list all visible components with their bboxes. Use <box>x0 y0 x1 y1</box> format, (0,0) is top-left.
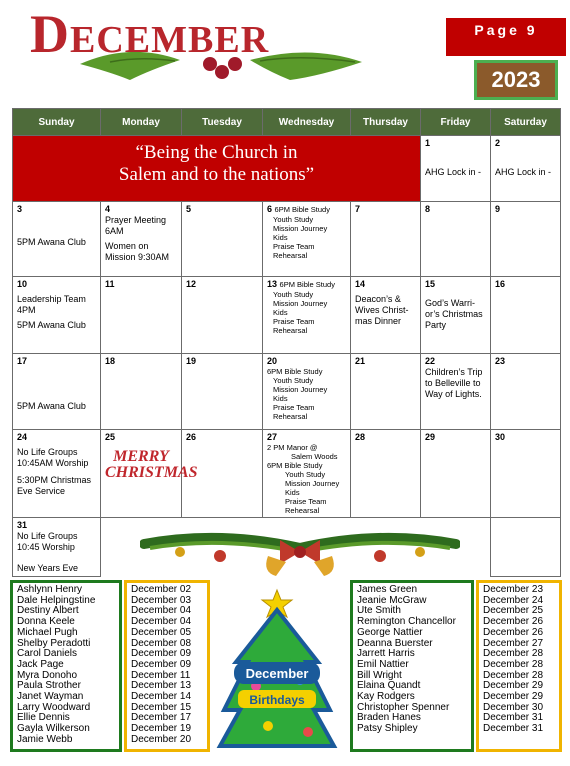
event-text: 6PM Bible Study <box>267 367 323 376</box>
weekday-header: Monday <box>101 109 182 136</box>
day-cell <box>491 136 561 202</box>
event-text: Kids <box>285 488 300 497</box>
event-text: 5PM Awana Club <box>17 320 86 330</box>
event-text: 5:30PM Christmas <box>17 475 92 485</box>
day-cell <box>491 277 561 354</box>
birthday-names-right <box>350 580 474 752</box>
day-cell <box>182 202 263 277</box>
day-number: 22 <box>425 356 436 366</box>
day-number: 25 <box>105 432 116 442</box>
event-text: Youth Study <box>273 215 314 224</box>
event-text: AHG Lock in - <box>495 167 552 177</box>
birthday-name: Dale Helpingstine <box>17 594 96 606</box>
birthday-date: December 09 <box>131 658 192 670</box>
event-text: mas Dinner <box>355 316 402 326</box>
day-number: 4 <box>105 204 111 214</box>
birthday-date: December 29 <box>483 680 544 692</box>
day-number: 14 <box>355 279 366 289</box>
event-text: Mission Journey <box>273 224 328 233</box>
weekday-header: Saturday <box>491 109 561 136</box>
day-number: 29 <box>425 432 436 442</box>
day-number: 26 <box>186 432 197 442</box>
event-text: Way of Lights. <box>425 389 482 399</box>
event-text: Salem Woods <box>291 452 338 461</box>
birthday-name: Jack Page <box>17 658 64 670</box>
day-cell <box>491 430 561 518</box>
birthday-name: Shelby Peradotti <box>17 637 91 649</box>
merry-christmas-graphic: MERRY CHRISTMAS <box>105 448 198 481</box>
event-text: Kids <box>273 308 288 317</box>
day-cell <box>13 277 101 354</box>
event-text: Leadership Team <box>17 294 86 304</box>
calendar-grid <box>12 108 561 577</box>
birthday-name: Destiny Albert <box>17 605 79 617</box>
birthday-name: Braden Hanes <box>357 712 421 724</box>
birthday-date: December 26 <box>483 626 544 638</box>
birthday-date: December 04 <box>131 616 192 628</box>
day-number: 28 <box>355 432 366 442</box>
day-cell <box>263 277 351 354</box>
birthday-dates-left <box>124 580 210 752</box>
event-text: God’s Warri- <box>425 298 476 308</box>
banner-cell <box>13 136 421 202</box>
birthday-name: George Nattier <box>357 626 423 638</box>
birthday-date: December 11 <box>131 669 191 681</box>
birthday-name: Jamie Webb <box>17 733 73 745</box>
day-cell <box>263 430 351 518</box>
birthday-date: December 24 <box>483 594 544 606</box>
event-text: Mission Journey <box>273 299 328 308</box>
day-cell <box>421 202 491 277</box>
day-cell <box>13 202 101 277</box>
birthday-name: Ellie Dennis <box>17 712 70 724</box>
birthday-date: December 31 <box>483 723 544 735</box>
birthday-date: December 17 <box>131 712 192 724</box>
event-text: Mission Journey <box>273 385 328 394</box>
day-cell <box>13 354 101 430</box>
event-text: 4PM <box>17 305 36 315</box>
empty-cell <box>491 518 561 577</box>
birthday-date: December 28 <box>483 658 544 670</box>
birthday-name: Michael Pugh <box>17 626 78 638</box>
birthday-name: Myra Donoho <box>17 669 78 681</box>
day-number: 23 <box>495 356 506 366</box>
birthday-date: December 13 <box>131 680 192 692</box>
day-cell <box>351 354 421 430</box>
event-text: Kids <box>273 233 288 242</box>
event-text: New Years Eve <box>17 563 79 573</box>
birthday-name: Jeanie McGraw <box>357 594 427 606</box>
birthday-tree-badge <box>216 586 338 756</box>
christmas-garland-decoration <box>140 522 460 580</box>
event-text: to Belleville to <box>425 378 481 388</box>
event-text: Mission 9:30AM <box>105 252 170 262</box>
day-number: 9 <box>495 204 501 214</box>
birthday-name: Patsy Shipley <box>357 723 418 735</box>
birthday-date: December 09 <box>131 648 192 660</box>
event-text: Rehearsal <box>273 412 308 421</box>
birthday-name: Ute Smith <box>357 605 401 617</box>
birthday-name: Christopher Spenner <box>357 701 450 713</box>
event-text: Eve Service <box>17 486 66 496</box>
day-cell <box>491 202 561 277</box>
day-cell <box>421 354 491 430</box>
day-number: 12 <box>186 279 197 289</box>
day-cell <box>182 277 263 354</box>
event-text: Women on <box>105 241 149 251</box>
day-number: 8 <box>425 204 431 214</box>
birthday-date: December 14 <box>131 691 192 703</box>
badge-line-birthdays: Birthdays <box>249 693 305 707</box>
day-cell <box>421 136 491 202</box>
birthday-names-left <box>10 580 122 752</box>
birthday-date: December 28 <box>483 648 544 660</box>
day-number: 31 <box>17 520 28 530</box>
day-number: 5 <box>186 204 192 214</box>
birthday-name: Gayla Wilkerson <box>17 723 90 735</box>
event-text: Deacon’s & <box>355 294 401 304</box>
weekday-header: Friday <box>421 109 491 136</box>
day-number: 20 <box>267 356 278 366</box>
birthday-date: December 23 <box>483 584 544 595</box>
day-cell <box>263 354 351 430</box>
week-row <box>13 277 561 354</box>
day-number: 24 <box>17 432 28 442</box>
birthday-name: Paula Strother <box>17 680 81 692</box>
day-cell <box>421 430 491 518</box>
day-cell <box>13 430 101 518</box>
day-number: 6 <box>267 204 273 214</box>
event-text: 6PM Bible Study <box>267 461 323 470</box>
day-cell <box>351 430 421 518</box>
birthday-date: December 08 <box>131 637 192 649</box>
day-number: 10 <box>17 279 28 289</box>
day-number: 15 <box>425 279 436 289</box>
day-cell <box>182 430 263 518</box>
birthday-date: December 31 <box>483 712 544 724</box>
event-text: or’s Christmas <box>425 309 483 319</box>
birthday-name: Emil Nattier <box>357 658 409 670</box>
birthday-date: December 15 <box>131 701 192 713</box>
day-number: 3 <box>17 204 23 214</box>
birthday-date: December 26 <box>483 616 544 628</box>
day-number: 19 <box>186 356 197 366</box>
day-number: 18 <box>105 356 116 366</box>
day-number: 7 <box>355 204 361 214</box>
event-text: No Life Groups <box>17 531 78 541</box>
event-text: Youth Study <box>273 290 314 299</box>
day-number: 1 <box>425 138 431 148</box>
birthday-date: December 27 <box>483 637 544 649</box>
day-cell <box>182 354 263 430</box>
event-text: 10:45AM Worship <box>17 458 89 468</box>
event-text: No Life Groups <box>17 447 78 457</box>
weekday-header: Wednesday <box>263 109 351 136</box>
birthday-name: Ashlynn Henry <box>17 584 83 595</box>
birthday-date: December 02 <box>131 584 192 595</box>
week-row <box>13 430 561 518</box>
year-badge: 2023 <box>474 60 558 100</box>
birthday-date: December 29 <box>483 691 544 703</box>
event-text: Wives Christ- <box>355 305 409 315</box>
week-row <box>13 354 561 430</box>
day-cell <box>13 518 101 577</box>
weekday-header-row <box>13 109 561 136</box>
weekday-header: Sunday <box>13 109 101 136</box>
birthday-name: Remington Chancellor <box>357 616 456 628</box>
birthday-date: December 05 <box>131 626 192 638</box>
birthday-date: December 19 <box>131 723 192 735</box>
day-number: 27 <box>267 432 278 442</box>
day-cell <box>491 354 561 430</box>
birthday-name: Janet Wayman <box>17 691 84 703</box>
event-text: Rehearsal <box>285 506 320 515</box>
event-text: Praise Team <box>273 403 315 412</box>
birthday-date: December 28 <box>483 669 544 681</box>
event-text: Kids <box>273 394 288 403</box>
day-number: 11 <box>105 279 115 289</box>
event-text: Praise Team <box>273 317 315 326</box>
day-number: 2 <box>495 138 501 148</box>
event-text: AHG Lock in - <box>425 167 482 177</box>
event-text: Children’s Trip <box>425 367 483 377</box>
week-row <box>13 136 561 202</box>
event-text: Praise Team <box>273 242 315 251</box>
event-text: 2 PM Manor @ <box>267 443 318 452</box>
day-cell <box>421 277 491 354</box>
church-motto: “Being the Church in Salem and to the nations” <box>118 142 315 185</box>
page-title: December <box>30 4 270 64</box>
birthday-date: December 03 <box>131 594 192 606</box>
birthday-name: Jarrett Harris <box>357 648 415 660</box>
event-text: Youth Study <box>273 376 314 385</box>
day-number: 13 <box>267 279 278 289</box>
event-text: Rehearsal <box>273 326 308 335</box>
event-text: Youth Study <box>285 470 326 479</box>
birthday-name: Kay Rodgers <box>357 691 415 703</box>
day-number: 16 <box>495 279 506 289</box>
birthday-name: Elaina Quandt <box>357 680 421 692</box>
event-text: Mission Journey <box>285 479 340 488</box>
event-text: Praise Team <box>285 497 327 506</box>
badge-line-december: December <box>245 666 309 681</box>
birthday-name: Carol Daniels <box>17 648 78 660</box>
birthday-dates-right <box>476 580 562 752</box>
birthday-date: December 04 <box>131 605 192 617</box>
birthday-date: December 25 <box>483 605 544 617</box>
event-text: 5PM Awana Club <box>17 401 86 411</box>
event-text: 6PM Bible Study <box>279 280 335 289</box>
event-text: Party <box>425 320 447 330</box>
event-text: 5PM Awana Club <box>17 237 86 247</box>
page-number-badge: Page 9 <box>446 18 566 56</box>
day-cell <box>101 354 182 430</box>
birthday-name: James Green <box>357 584 418 595</box>
weekday-header: Tuesday <box>182 109 263 136</box>
birthday-date: December 20 <box>131 733 192 745</box>
birthday-date: December 30 <box>483 701 544 713</box>
birthday-name: Deanna Buerster <box>357 637 433 649</box>
day-cell <box>351 202 421 277</box>
day-number: 30 <box>495 432 506 442</box>
day-cell <box>351 277 421 354</box>
week-row <box>13 202 561 277</box>
event-text: Prayer Meeting <box>105 215 167 225</box>
day-cell <box>101 277 182 354</box>
birthday-name: Donna Keele <box>17 616 75 628</box>
day-cell <box>263 202 351 277</box>
day-number: 21 <box>355 356 366 366</box>
event-text: Rehearsal <box>273 251 308 260</box>
event-text: 6PM Bible Study <box>274 205 330 214</box>
weekday-header: Thursday <box>351 109 421 136</box>
birthday-name: Bill Wright <box>357 669 402 681</box>
event-text: 10:45 Worship <box>17 542 75 552</box>
day-cell <box>101 202 182 277</box>
event-text: 6AM <box>105 226 124 236</box>
birthday-name: Larry Woodward <box>17 701 91 713</box>
day-number: 17 <box>17 356 28 366</box>
